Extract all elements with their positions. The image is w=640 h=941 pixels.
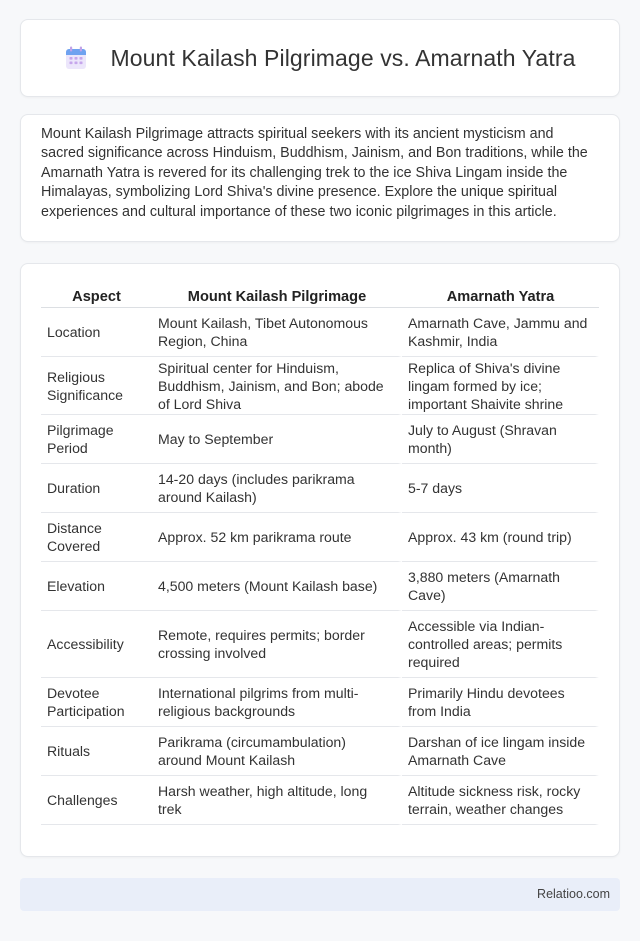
table-row (41, 562, 599, 611)
table-row (41, 357, 599, 415)
header-kailash: Mount Kailash Pilgrimage (152, 284, 402, 308)
cell-amarnath: 5-7 days (402, 464, 599, 513)
table-row (41, 727, 599, 776)
table-row (41, 611, 599, 678)
cell-amarnath: Primarily Hindu devotees from India (402, 678, 599, 727)
intro-paragraph: Mount Kailash Pilgrimage attracts spiritual seekers with its ancient mysticism and sacred significance across Hinduism, Buddhism, Jainism, and Bon traditions, while the Amarnath Yatra is revered for its challenging trek to the ice Shiva Lingam inside the Himalayas, symbolizing Lord Shiva's divine presence. Explore the unique spiritual experiences and cultural importance of these two iconic pilgrimages in this article. (41, 126, 588, 220)
table-row (41, 776, 599, 825)
title-text: Mount Kailash Pilgrimage vs. Amarnath Yatra (110, 44, 576, 71)
cell-amarnath: Altitude sickness risk, rocky terrain, weather changes (402, 776, 599, 825)
cell-aspect: Rituals (41, 727, 152, 776)
cell-kailash: Spiritual center for Hinduism, Buddhism, Jainism, and Bon; abode of Lord Shiva (152, 357, 402, 415)
cell-aspect: Distance Covered (41, 513, 152, 562)
comparison-card (20, 263, 620, 857)
cell-aspect: Location (41, 308, 152, 357)
cell-aspect: Accessibility (41, 611, 152, 678)
cell-kailash: International pilgrims from multi-religious backgrounds (152, 678, 402, 727)
intro-card (20, 114, 620, 242)
cell-kailash: 4,500 meters (Mount Kailash base) (152, 562, 402, 611)
cell-kailash: May to September (152, 415, 402, 464)
table-row (41, 415, 599, 464)
table-body (41, 308, 599, 825)
footer (20, 878, 620, 911)
cell-amarnath: Amarnath Cave, Jammu and Kashmir, India (402, 308, 599, 357)
calendar-icon (65, 46, 87, 70)
cell-kailash: 14-20 days (includes parikrama around Kailash) (152, 464, 402, 513)
cell-kailash: Remote, requires permits; border crossing involved (152, 611, 402, 678)
cell-amarnath: Replica of Shiva's divine lingam formed by ice; important Shaivite shrine (402, 357, 599, 415)
header-amarnath: Amarnath Yatra (402, 284, 599, 308)
cell-aspect: Pilgrimage Period (41, 415, 152, 464)
cell-amarnath: July to August (Shravan month) (402, 415, 599, 464)
cell-kailash: Mount Kailash, Tibet Autonomous Region, China (152, 308, 402, 357)
header-aspect: Aspect (41, 284, 152, 308)
comparison-table (41, 284, 599, 825)
table-row (41, 464, 599, 513)
cell-kailash: Parikrama (circumambulation) around Mount Kailash (152, 727, 402, 776)
cell-kailash: Approx. 52 km parikrama route (152, 513, 402, 562)
table-row (41, 678, 599, 727)
table-row (41, 308, 599, 357)
table-row (41, 513, 599, 562)
title-card (20, 19, 620, 97)
cell-kailash: Harsh weather, high altitude, long trek (152, 776, 402, 825)
cell-amarnath: Accessible via Indian-controlled areas; permits required (402, 611, 599, 678)
cell-amarnath: 3,880 meters (Amarnath Cave) (402, 562, 599, 611)
footer-brand: Relatioo.com (537, 887, 610, 901)
cell-aspect: Duration (41, 464, 152, 513)
cell-amarnath: Approx. 43 km (round trip) (402, 513, 599, 562)
cell-amarnath: Darshan of ice lingam inside Amarnath Cave (402, 727, 599, 776)
cell-aspect: Elevation (41, 562, 152, 611)
cell-aspect: Devotee Participation (41, 678, 152, 727)
cell-aspect: Religious Significance (41, 357, 152, 415)
table-header-row (41, 284, 599, 308)
cell-aspect: Challenges (41, 776, 152, 825)
page-title (65, 45, 576, 72)
